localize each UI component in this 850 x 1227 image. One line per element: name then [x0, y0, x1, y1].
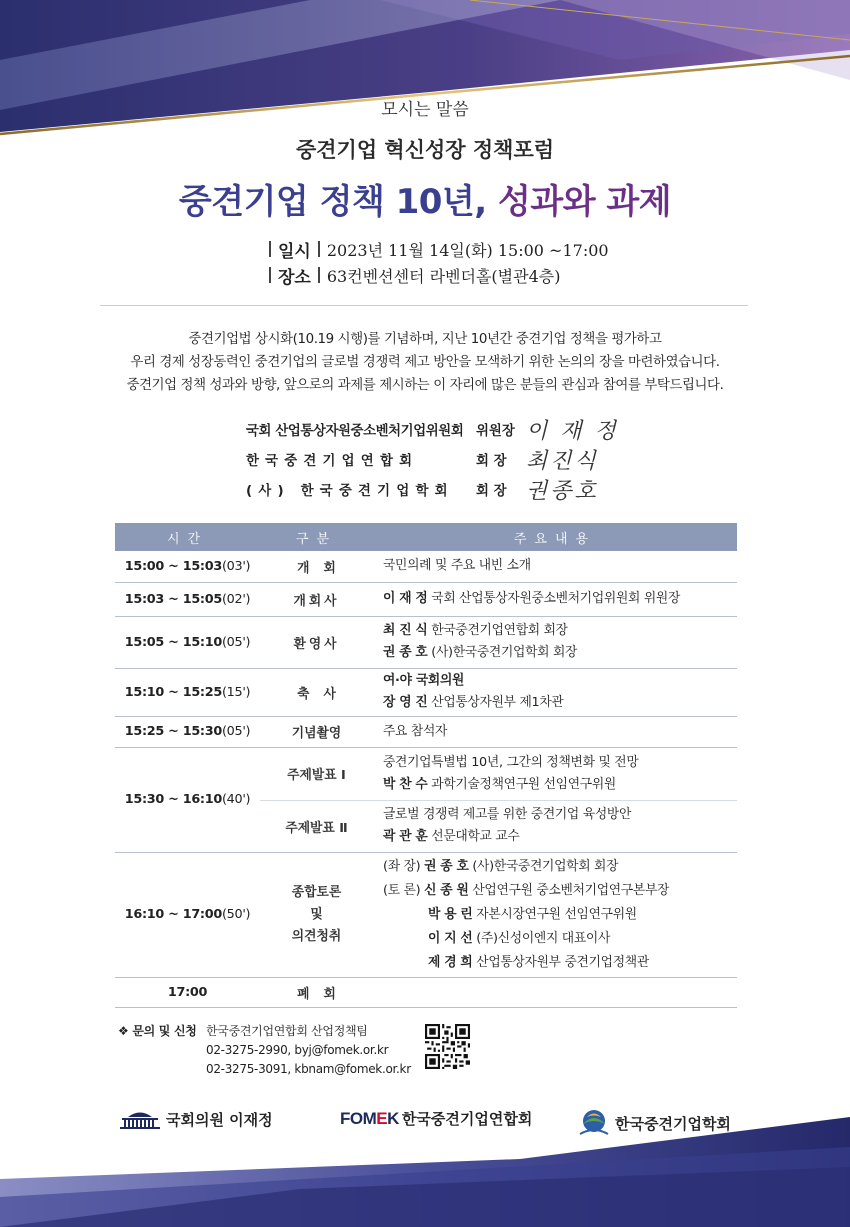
intro-line: 우리 경제 성장동력인 중견기업의 글로벌 경쟁력 제고 방안을 모색하기 위한 논의의 장을 마련하였습니다.	[130, 355, 720, 370]
fomek-name: 한국중견기업연합회	[401, 1110, 533, 1128]
intro-text	[0, 328, 850, 397]
row-time: 15:25 ~ 15:30(05')	[115, 716, 260, 747]
host-org: 한국중견기업연합회	[246, 453, 419, 469]
row-section: 폐회	[260, 977, 373, 1007]
section-divider	[100, 305, 748, 306]
sponsor-logos	[0, 1108, 850, 1140]
assembly-building-icon	[118, 1108, 162, 1130]
title-accent: 성과와 과제	[498, 182, 672, 222]
row-desc: 최 진 식 한국중견기업연합회 회장 권 종 호 (사)한국중견기업학회 회장	[373, 616, 737, 668]
row-desc: 글로벌 경쟁력 제고를 위한 중견기업 육성방안 곽 관 훈 선문대학교 교수	[373, 800, 737, 852]
header-time: 시간	[115, 523, 260, 551]
schedule-table	[115, 523, 737, 1008]
forum-name: 중견기업 혁신성장 정책포럼	[295, 138, 555, 162]
place-row	[262, 262, 609, 288]
row-time: 15:10 ~ 15:25(15')	[115, 668, 260, 716]
row-desc: 주요 참석자	[373, 716, 737, 747]
row-section: 주제발표 Ⅰ	[260, 747, 373, 800]
event-info	[262, 236, 609, 288]
assembly-name: 국회의원 이재정	[166, 1110, 273, 1129]
qr-code-icon[interactable]	[425, 1024, 470, 1069]
host-row	[246, 474, 619, 504]
date-label: 일시	[278, 241, 311, 262]
date-value: 2023년 11월 14일(화) 15:00 ~17:00	[326, 240, 609, 260]
contact-info	[118, 1022, 411, 1079]
intro-line: 중견기업 정책 성과와 방향, 앞으로의 과제를 제시하는 이 자리에 많은 분들의 관심과 참여를 부탁드립니다.	[126, 378, 724, 393]
row-time: 15:30 ~ 16:10(40')	[115, 747, 260, 852]
host-org: (사) 한국중견기업학회	[246, 483, 454, 499]
host-row	[246, 414, 619, 444]
host-role: 회 장	[476, 453, 507, 469]
place-value: 63컨벤션센터 라벤더홀(별관4층)	[326, 266, 561, 286]
row-section: 주제발표 Ⅱ	[260, 800, 373, 852]
table-row	[115, 616, 737, 668]
host-signature: 권종호	[526, 478, 599, 504]
host-org: 국회 산업통상자원중소벤처기업위원회	[246, 423, 464, 439]
table-row	[115, 668, 737, 716]
row-section: 환영사	[260, 616, 373, 668]
host-signature: 이 재 정	[526, 418, 619, 444]
row-time: 15:03 ~ 15:05(02')	[115, 582, 260, 616]
table-row	[115, 582, 737, 616]
table-header-row	[115, 523, 737, 551]
row-section: 개회사	[260, 582, 373, 616]
divider-bar	[269, 267, 271, 283]
row-section: 축사	[260, 668, 373, 716]
row-desc: (좌 장) 권 종 호 (사)한국중견기업학회 회장 (토 론) 신 종 원 산업연구원 중소벤처기업연구본부장 박 용 린 자본시장연구원 선임연구위원 이 지 선 (주)신성이엔지 대표이사 제 경 희 산업통상자원부 중견기업정책관	[373, 852, 737, 977]
fomek-logo	[340, 1108, 532, 1129]
date-row	[262, 236, 609, 262]
row-time: 17:00	[115, 977, 260, 1007]
divider-bar	[318, 267, 320, 283]
table-row	[115, 716, 737, 747]
row-section: 기념촬영	[260, 716, 373, 747]
contact-team: 한국중견기업연합회 산업정책팀	[206, 1024, 368, 1038]
row-time: 15:00 ~ 15:03(03')	[115, 551, 260, 582]
place-label: 장소	[278, 267, 311, 288]
row-desc: 중견기업특별법 10년, 그간의 정책변화 및 전망 박 찬 수 과학기술정책연구원 선임연구위원	[373, 747, 737, 800]
divider-bar	[269, 241, 271, 257]
row-section: 개회	[260, 551, 373, 582]
assembly-logo	[118, 1108, 273, 1130]
host-row	[246, 444, 619, 474]
page-title	[0, 174, 850, 223]
hosts-list	[246, 414, 619, 504]
table-row	[115, 977, 737, 1007]
header-section: 구분	[260, 523, 373, 551]
title-main: 중견기업 정책 10년,	[178, 182, 487, 222]
contact-label: ❖ 문의 및 신청	[118, 1024, 197, 1038]
intro-line: 중견기업법 상시화(10.19 시행)를 기념하며, 지난 10년간 중견기업 정책을 평가하고	[188, 332, 662, 347]
table-row	[115, 852, 737, 977]
host-signature: 최진식	[526, 448, 599, 474]
row-desc: 국민의례 및 주요 내빈 소개	[373, 551, 737, 582]
society-logo	[577, 1108, 731, 1138]
row-time: 15:05 ~ 15:10(05')	[115, 616, 260, 668]
header-content: 주요내용	[373, 523, 737, 551]
table-row	[115, 551, 737, 582]
host-role: 회 장	[476, 483, 507, 499]
contact-line: 02-3275-3091, kbnam@fomek.or.kr	[206, 1062, 411, 1076]
row-section: 종합토론 및 의견청취	[260, 852, 373, 977]
contact-line: 02-3275-2990, byj@fomek.or.kr	[206, 1043, 389, 1057]
fomek-wordmark: FOMEK	[340, 1108, 399, 1128]
row-desc: 이 재 정 국회 산업통상자원중소벤처기업위원회 위원장	[373, 582, 737, 616]
invitation-eyebrow: 모시는 말씀	[381, 100, 469, 120]
table-row	[115, 747, 737, 800]
row-desc: 여·야 국회의원 장 영 진 산업통상자원부 제1차관	[373, 668, 737, 716]
row-desc	[373, 977, 737, 1007]
society-name: 한국중견기업학회	[615, 1114, 731, 1133]
header	[0, 95, 850, 223]
row-time: 16:10 ~ 17:00(50')	[115, 852, 260, 977]
society-emblem-icon	[577, 1108, 611, 1138]
divider-bar	[318, 241, 320, 257]
host-role: 위원장	[476, 423, 515, 439]
